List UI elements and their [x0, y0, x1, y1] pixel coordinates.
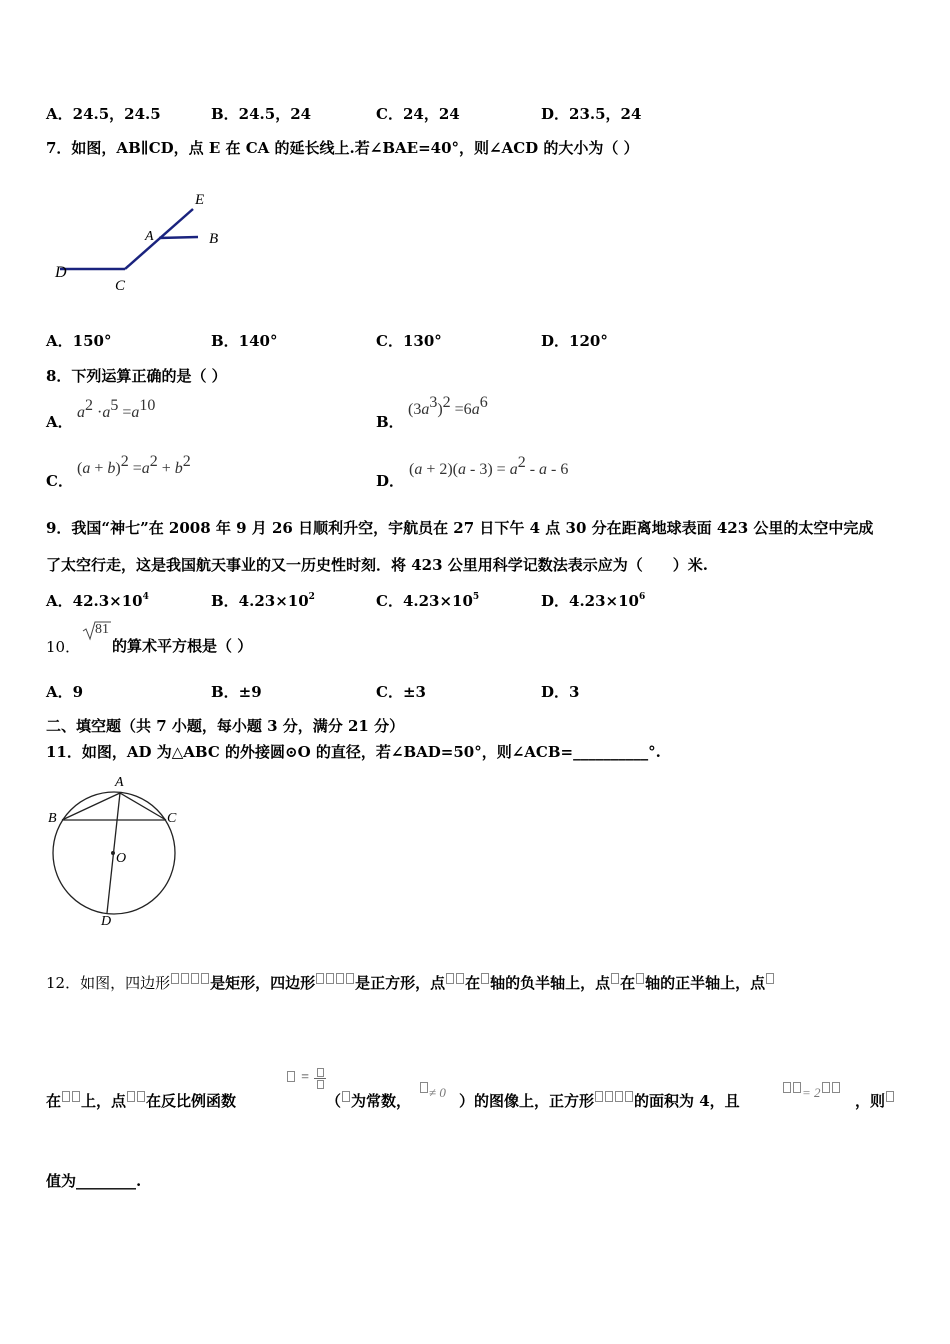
placeholder-glyph	[72, 1091, 80, 1102]
placeholder-glyph	[636, 973, 644, 984]
placeholder-glyph	[615, 1091, 623, 1102]
expr-part: +	[157, 460, 175, 477]
expr-part: - 6	[547, 461, 569, 478]
neq-text: ≠ 0	[429, 1085, 446, 1100]
q10-stem: 的算术平方根是（ ）	[112, 637, 253, 655]
expr-part: (	[409, 461, 415, 478]
q8-option-b-label: B．	[376, 413, 404, 431]
text-segment: 在反比例函数	[146, 1092, 237, 1110]
text-segment: 轴的负半轴上，点	[490, 974, 611, 992]
q7-stem: 7．如图，AB∥CD，点 E 在 CA 的延长线上.若∠BAE=40°，则∠ACD 的大小为（ ）	[46, 139, 639, 157]
text-segment: 12．如图，四边形	[46, 974, 171, 992]
reciprocal-function	[286, 1066, 326, 1089]
placeholder-glyph	[137, 1091, 145, 1102]
q10-option-d: D．3	[541, 683, 580, 701]
text-segment: 的面积为 4，且	[634, 1092, 740, 1110]
exponent: 3	[429, 394, 438, 411]
label-a: A	[115, 775, 124, 790]
exponent: 2	[149, 453, 158, 470]
q8-option-a-expression	[77, 397, 156, 422]
exponent: 2	[85, 397, 93, 414]
expr-part: a	[458, 461, 467, 478]
placeholder-glyph	[317, 1068, 324, 1077]
expr-part: ·	[93, 404, 103, 421]
placeholder-glyph	[420, 1082, 428, 1093]
label-b: B	[209, 231, 219, 247]
expr-part: a	[102, 404, 111, 421]
placeholder-glyph	[127, 1091, 135, 1102]
label-o: O	[116, 851, 127, 866]
q12-line1	[46, 972, 775, 993]
placeholder-glyph	[605, 1091, 613, 1102]
q9-option-a	[46, 590, 149, 611]
expr-part: a	[421, 401, 430, 418]
expr-part: =6	[450, 401, 472, 418]
text-segment: 是矩形，四边形	[210, 974, 316, 992]
label-d: D	[55, 264, 67, 281]
text-segment: 在	[620, 974, 636, 992]
fraction	[314, 1068, 326, 1089]
placeholder-glyph	[201, 973, 209, 984]
q8-option-c-expression	[77, 453, 191, 478]
q6-option-d: D．23.5，24	[541, 105, 642, 123]
placeholder-glyph	[595, 1091, 603, 1102]
placeholder-glyph	[625, 1091, 633, 1102]
exponent: 5	[110, 397, 119, 414]
chord-ac	[120, 793, 166, 820]
q12-line2	[46, 1090, 236, 1111]
exponent: 2	[442, 394, 451, 411]
placeholder-glyph	[456, 973, 464, 984]
option-text: A．42.3×10	[46, 592, 143, 610]
q12-line2-end	[855, 1090, 895, 1111]
q12-line2-tail	[459, 1090, 740, 1111]
q7-option-c: C．130°	[376, 332, 442, 350]
expr-part: b	[107, 460, 116, 477]
line-ab	[159, 237, 198, 238]
placeholder-glyph	[326, 973, 334, 984]
placeholder-glyph	[316, 973, 324, 984]
label-d: D	[101, 914, 112, 929]
q6-option-c: C．24，24	[376, 105, 460, 123]
q10-option-a: A．9	[46, 683, 84, 701]
equals-sign: =	[301, 1070, 309, 1085]
q9-option-d	[541, 590, 645, 611]
q8-option-c-label: C．	[46, 472, 73, 490]
exponent: 4	[142, 592, 149, 602]
ratio-expression	[782, 1082, 841, 1101]
q7-option-b: B．140°	[211, 332, 278, 350]
label-c: C	[167, 811, 177, 826]
exponent: 5	[472, 592, 480, 602]
expr-part: a	[509, 461, 518, 478]
exponent: 2	[517, 454, 526, 471]
placeholder-glyph	[481, 973, 489, 984]
placeholder-glyph	[886, 1091, 894, 1102]
q12-line2-cont	[326, 1090, 411, 1111]
option-text: D．4.23×10	[541, 592, 639, 610]
k-nonzero	[419, 1082, 446, 1101]
expr-part: (3	[408, 401, 422, 418]
text-segment: 在	[465, 974, 481, 992]
q7-figure	[50, 185, 230, 295]
text-segment: （	[326, 1092, 342, 1110]
placeholder-glyph	[171, 973, 179, 984]
placeholder-glyph	[181, 973, 189, 984]
text-segment: ，则	[855, 1092, 886, 1110]
fraction-bar	[314, 1078, 326, 1079]
q10-option-b: B．±9	[211, 683, 262, 701]
label-c: C	[115, 278, 126, 294]
exponent: 10	[139, 397, 156, 414]
placeholder-glyph	[62, 1091, 70, 1102]
placeholder-glyph	[766, 973, 774, 984]
text-segment: 是正方形，点	[355, 974, 446, 992]
placeholder-glyph	[346, 973, 354, 984]
q11-stem: 11．如图，AD 为△ABC 的外接圆⊙O 的直径，若∠BAD=50°，则∠ACB=__________°.	[46, 743, 661, 761]
q9-option-c	[376, 590, 479, 611]
q11-figure	[44, 770, 184, 930]
line-ce	[125, 209, 193, 269]
exponent: 6	[479, 394, 488, 411]
expr-part: )	[437, 401, 443, 418]
label-b: B	[48, 811, 57, 826]
expr-part: a	[414, 461, 423, 478]
placeholder-glyph	[832, 1082, 840, 1093]
placeholder-glyph	[611, 973, 619, 984]
exponent: 6	[638, 592, 646, 602]
placeholder-glyph	[191, 973, 199, 984]
placeholder-glyph	[342, 1091, 350, 1102]
q8-option-a-label: A．	[46, 413, 73, 431]
radicand: 81	[95, 622, 109, 637]
expr-part: =	[118, 404, 132, 421]
expr-part: a	[131, 404, 140, 421]
q6-option-a: A．24.5，24.5	[46, 105, 161, 123]
option-text: C．4.23×10	[376, 592, 473, 610]
expr-part: a	[77, 404, 85, 421]
expr-part: +	[90, 460, 108, 477]
center-point	[111, 851, 115, 855]
label-a: A	[145, 229, 154, 244]
label-e: E	[195, 192, 205, 208]
ratio-text: = 2	[802, 1085, 821, 1100]
placeholder-glyph	[336, 973, 344, 984]
exponent: 2	[308, 592, 315, 602]
expr-part: b	[174, 460, 183, 477]
placeholder-glyph	[822, 1082, 830, 1093]
q10-number: 10．	[46, 638, 81, 656]
text-segment: 为常数，	[351, 1092, 412, 1110]
placeholder-glyph	[446, 973, 454, 984]
placeholder-glyph	[317, 1080, 324, 1089]
expr-part: a	[141, 460, 150, 477]
q9-option-b	[211, 590, 315, 611]
q9-stem-line1: 9．我国“神七”在 2008 年 9 月 26 日顺利升空，宇航员在 27 日下午 4 点 30 分在距离地球表面 423 公里的太空中完成	[46, 519, 874, 537]
expr-part: + 2)(	[422, 461, 459, 478]
text-segment: 上，点	[81, 1092, 127, 1110]
expr-part: a	[82, 460, 91, 477]
section-title: 二、填空题（共 7 小题，每小题 3 分，满分 21 分）	[46, 717, 405, 735]
q8-option-d-label: D．	[376, 472, 405, 490]
placeholder-glyph	[793, 1082, 801, 1093]
expr-part: )	[115, 460, 121, 477]
text-segment: 轴的正半轴上，点	[645, 974, 766, 992]
expr-part: - 3) =	[466, 461, 510, 478]
exponent: 2	[182, 453, 191, 470]
option-text: B．4.23×10	[211, 592, 309, 610]
q8-stem: 8．下列运算正确的是（ ）	[46, 367, 227, 385]
expr-part: (	[77, 460, 83, 477]
q10-option-c: C．±3	[376, 683, 426, 701]
placeholder-glyph	[287, 1071, 295, 1082]
text-segment: ）的图像上，正方形	[459, 1092, 595, 1110]
text-segment: 在	[46, 1092, 62, 1110]
expr-part: =	[128, 460, 142, 477]
expr-part: a	[539, 461, 548, 478]
q12-line3: 值为________.	[46, 1172, 142, 1190]
q6-option-b: B．24.5，24	[211, 105, 312, 123]
q8-option-d-expression	[409, 454, 569, 479]
expr-part: -	[525, 461, 540, 478]
q8-option-b-expression	[408, 394, 488, 419]
expr-part: a	[471, 401, 480, 418]
exponent: 2	[120, 453, 129, 470]
placeholder-glyph	[783, 1082, 791, 1093]
q7-option-a: A．150°	[46, 332, 112, 350]
q9-stem-line2: 了太空行走，这是我国航天事业的又一历史性时刻．将 423 公里用科学记数法表示应为（ ）米.	[46, 556, 708, 574]
q7-option-d: D．120°	[541, 332, 608, 350]
